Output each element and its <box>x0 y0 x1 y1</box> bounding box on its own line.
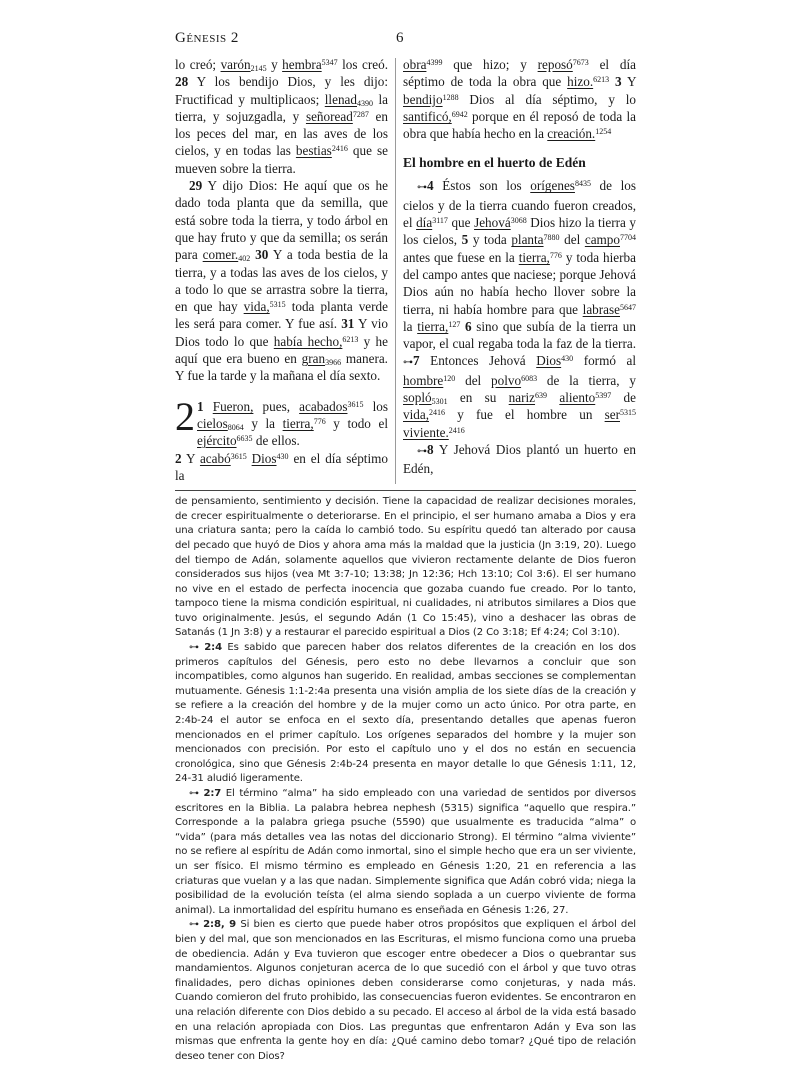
verse-number: 8 <box>427 441 434 457</box>
keyword: campo <box>584 232 620 248</box>
text: Y <box>621 74 637 90</box>
strong-number: 3615 <box>347 399 364 409</box>
text: en los peces del mar, en las aves de los cielos, y en todas las <box>175 108 388 159</box>
strong-number: 402 <box>238 254 251 264</box>
text: de la tierra, y <box>537 372 636 388</box>
spacer <box>175 385 388 398</box>
verse-number: 29 <box>189 178 203 194</box>
verse-paragraph <box>403 441 636 478</box>
text: formó al <box>573 353 636 369</box>
verse-number: 6 <box>464 318 472 334</box>
text: el día séptimo de toda la obra que <box>403 57 636 90</box>
chapter-text <box>197 398 388 450</box>
strong-number: 5397 <box>595 391 612 401</box>
text: y toda <box>468 232 512 248</box>
keyword: polvo <box>491 372 522 388</box>
keyword: hizo. <box>567 74 594 90</box>
key-icon: ⊶ <box>403 357 413 369</box>
strong-number: 127 <box>448 319 461 329</box>
keyword: sopló <box>403 390 432 406</box>
key-icon: ⊶ <box>189 919 199 931</box>
commentary <box>175 495 636 1064</box>
note-text: Es sabido que parecen haber dos relatos diferentes de la creación en los dos primeros capítulos del Génesis, pero esto no debe llevarnos a concluir que son incompatibles, como algunos han sugerido. En realidad, ambas secciones se complementan mutuamente. Génesis 1:1-2:4a presenta una visión amplia de los siete días de la creación y se refiere a la creación del hombre y de la mujer como un acto único. Por otra parte, en 2:4b-24 el autor se enfoca en el sexto día, presentando detalles que apenas fueron mencionados en el primer capítulo. Los orígenes separados del hombre y la mujer son mencionados con precisión. Por esto el capítulo uno y el dos no están en secuencia cronológica, sino que Génesis 2:4b-24 presenta en mayor detalle lo que Génesis 1:11, 12, 24-31 aludió ligeramente. <box>175 642 637 785</box>
verse-paragraph <box>403 177 636 440</box>
key-icon: ⊶ <box>189 788 199 799</box>
text: de <box>611 390 636 406</box>
text: Dios hizo la tierra y los cielos, <box>403 215 636 248</box>
strong-number: 2416 <box>429 408 446 418</box>
verse-number: 4 <box>427 178 434 194</box>
strong-number: 1254 <box>595 127 612 137</box>
text: y fue el hombre un <box>445 407 605 423</box>
text: en el día séptimo la <box>175 450 388 483</box>
strong-number: 6213 <box>342 334 359 344</box>
text: la <box>403 318 418 334</box>
verse-number: 31 <box>341 316 355 332</box>
column-divider <box>395 58 396 484</box>
verse-paragraph <box>403 56 636 142</box>
strong-number: 5301 <box>431 397 448 407</box>
keyword: creación. <box>547 126 596 142</box>
page-body <box>175 30 636 1064</box>
strong-number: 120 <box>443 373 456 383</box>
text: Y Jehová Dios plantó un huerto en Edén, <box>403 441 636 477</box>
key-icon: ⊶ <box>417 182 427 194</box>
strong-number: 5315 <box>620 408 636 418</box>
keyword: día <box>416 215 433 231</box>
strong-number: 4390 <box>357 98 373 108</box>
strong-number: 5315 <box>269 300 286 310</box>
keyword: varón <box>220 57 251 72</box>
note-reference: 2:7 <box>203 788 222 799</box>
text: porque en él reposó de toda la obra que había hecho en la <box>403 108 636 142</box>
keyword: viviente. <box>403 424 449 440</box>
strong-number: 776 <box>313 416 326 426</box>
keyword: Jehová <box>474 215 511 231</box>
keyword: Dios <box>536 353 562 369</box>
strong-number: 7673 <box>572 58 589 67</box>
text: Dios al día séptimo, y lo <box>458 91 636 107</box>
page-header <box>175 30 636 56</box>
text: del <box>455 372 492 388</box>
text: los <box>363 398 389 414</box>
keyword: nariz <box>508 390 536 406</box>
keyword: hembra <box>282 57 322 72</box>
text: de ellos. <box>252 433 300 449</box>
strong-number: 5347 <box>321 58 338 67</box>
strong-number: 6635 <box>236 434 253 444</box>
text: la tierra, y sojuzgadla, y <box>175 91 388 124</box>
strong-number: 2416 <box>331 144 348 154</box>
text: y toda hierba del campo antes que naciese; porque Jehová Dios aún no había hecho llover sobre la tierra, ni había hombre para que <box>403 249 636 317</box>
keyword: tierra, <box>518 249 550 265</box>
left-column <box>175 56 388 484</box>
commentary-rule <box>175 490 636 491</box>
commentary-note <box>175 641 636 787</box>
verse-number: 3 <box>615 74 622 90</box>
text: sino que subía de la tierra un vapor, el cual regaba toda la faz de la tierra. <box>403 318 636 352</box>
strong-number: 430 <box>561 354 574 364</box>
strong-number: 7704 <box>620 233 636 243</box>
verse-paragraph <box>175 177 388 385</box>
strong-number: 7287 <box>352 109 369 119</box>
text: los creó. <box>337 57 388 72</box>
text: y todo el <box>325 415 388 431</box>
verse-number: 5 <box>461 232 469 248</box>
commentary-note <box>175 918 636 1064</box>
text: y la <box>243 415 283 431</box>
text: Y dijo Dios: He aquí que os he dado toda planta que da semilla, que está sobre toda la tierra, y todo árbol en que hay fruto y que da semilla; os serán para <box>175 178 388 263</box>
keyword: Fueron, <box>212 398 254 414</box>
strong-number: 5647 <box>620 302 636 312</box>
keyword: ser <box>604 407 620 423</box>
keyword: hombre <box>403 372 444 388</box>
strong-number: 639 <box>535 391 548 401</box>
text: manera. Y fue la tarde y la mañana el día sexto. <box>175 351 388 384</box>
text: y <box>266 57 283 72</box>
strong-number: 776 <box>549 250 562 260</box>
keyword: señoread <box>305 108 353 124</box>
strong-number: 4399 <box>426 58 443 67</box>
commentary-intro: de pensamiento, sentimiento y decisión. Tiene la capacidad de realizar decisiones morales, de crecer espiritualmente o deteriorarse. En el principio, el ser humano amaba a Dios y era una criatura santa; pero la caída lo cambió todo. Su espíritu quedó tan alterado por causa del pecado que huyó de Dios y ahora ama más la maldad que la justicia (Jn 3:19, 20). Luego del tiempo de Adán, solamente aquellos que vivieron rectamente delante de Dios fueron considerados sus hijos (vea Mt 3:7-10; 13:38; Jn 12:36; Hch 13:10; Col 3:6). El ser humano no vive en el estado de perfecta inocencia que gozaba cuando fue creado. Por lo tanto, tampoco tiene la misma condición espiritual, ni cualidades, ni atributos similares a Dios que tuvo originalmente. Jesús, el segundo Adán (1 Co 15:45), vino a deshacer las obras de Satanás (1 Jn 3:8) y a restaurar el parecido espiritual a Dios (2 Co 3:18; Ef 4:24; Col 3:10). <box>175 496 636 639</box>
text: y he aquí que era bueno en <box>175 333 388 367</box>
keyword: aliento <box>559 390 596 406</box>
strong-number: 1288 <box>442 92 459 102</box>
keyword: vida, <box>243 299 270 315</box>
keyword: tierra, <box>417 318 449 334</box>
keyword: Dios <box>251 450 277 466</box>
key-icon: ⊶ <box>417 445 427 457</box>
text: Y los bendijo Dios, y les dijo: Fructificad y multiplicaos; <box>175 74 388 107</box>
note-reference: 2:4 <box>204 642 222 654</box>
verse-paragraph <box>175 450 388 485</box>
strong-number: 3117 <box>432 216 448 226</box>
strong-number: 2416 <box>448 425 465 435</box>
verse-number: 1 <box>197 398 204 414</box>
strong-number: 3615 <box>230 451 247 461</box>
chapter-number: 2 <box>175 393 195 439</box>
text: en su <box>447 390 509 406</box>
keyword: acabados <box>299 398 348 414</box>
key-icon: ⊶ <box>189 642 199 654</box>
note-text: El término “alma” ha sido empleado con una variedad de sentidos por diversos escritores en la Biblia. La palabra hebrea nephesh (5315) significa “aquello que respira.” Corresponde a la palabra griega psuche (5590) que usualmente es traducida “alma” o “vida” (para más detalles vea las notas del diccionario Strong). El término “alma viviente” no se refiere al espíritu de Adán como inmortal, sino el simple hecho que era un ser viviente, un ser físico. El mismo término es empleado en Génesis 1:20, 21 en referencia a las criaturas que vuelan y a las que nadan. Simplemente significa que Adán cobró vida; niega la posibilidad de la evolución teísta (el alma siendo soplada a un cuerpo viviente de forma animal). La inmortalidad del espíritu humano es enseñada en Génesis 1:26, 27. <box>175 788 637 916</box>
verse-number: 30 <box>255 247 269 263</box>
running-head: Génesis 2 <box>175 30 239 46</box>
strong-number: 3068 <box>510 216 527 226</box>
verse-number: 7 <box>413 353 420 369</box>
keyword: vida, <box>403 407 430 423</box>
keyword: bendijo <box>403 91 443 107</box>
text: toda planta verde les será para comer. Y fue así. <box>175 299 389 332</box>
text <box>204 399 213 414</box>
strong-number: 6942 <box>451 109 468 119</box>
keyword: santificó, <box>403 108 452 124</box>
section-heading: El hombre en el huerto de Edén <box>403 155 586 171</box>
text: Éstos son los <box>433 178 531 194</box>
keyword: tierra, <box>282 415 314 431</box>
keyword: gran <box>301 351 326 367</box>
text: que <box>447 215 475 231</box>
strong-number: 430 <box>276 451 289 461</box>
text: que hizo; y <box>442 57 538 72</box>
verse-number: 28 <box>175 74 189 90</box>
strong-number: 7880 <box>543 233 560 243</box>
note-text: Si bien es cierto que puede haber otros propósitos que expliquen el árbol del bien y del mal, que son mencionados en las Escrituras, el mismo funciona como una prueba de obediencia. Adán y Eva tuvieron que escoger entre obedecer a Dios o quebrantar sus mandamientos. Algunos conjeturan acerca de lo que sucedió con el árbol y que tuvo otras finalidades, pero dichas opiniones deben considerarse como conjeturas, y nada más. Cuando comieron del fruto prohibido, las consecuencias fueron evidentes. Se encontraron en una relación diferente con Dios debido a su pecado. El acceso al árbol de la vida está basado en una relación apropiada con Dios. Las preguntas que enfrentaron Adán y Eva son las mismas que enfrenta la gente hoy en día: ¿Qué camino debo tomar? ¿Qué tipo de relación deseo tener con Dios? <box>175 919 636 1062</box>
keyword: bestias <box>295 143 332 159</box>
keyword: labrase <box>582 301 620 317</box>
chapter-start <box>175 393 389 450</box>
strong-number: 3966 <box>325 358 342 368</box>
keyword: acabó <box>199 450 231 466</box>
text <box>547 390 559 405</box>
note-reference: 2:8, 9 <box>203 919 237 931</box>
strong-number: 8435 <box>574 179 591 189</box>
strong-number: 6083 <box>521 373 538 383</box>
keyword: había hecho, <box>273 333 343 349</box>
keyword: reposó <box>537 57 573 72</box>
text: del <box>559 232 585 248</box>
keyword: llenad <box>324 91 357 107</box>
verse-number: 2 <box>175 450 182 466</box>
keyword: obra <box>403 57 427 72</box>
page-number: 6 <box>396 30 404 46</box>
keyword: cielos <box>197 415 228 431</box>
text: Entonces Jehová <box>419 353 537 369</box>
strong-number: 2145 <box>250 64 267 73</box>
text: antes que fuese en la <box>403 249 519 265</box>
right-column <box>403 56 636 484</box>
keyword: planta <box>511 232 544 248</box>
strong-number: 6213 <box>593 75 610 85</box>
text: lo creó; <box>175 57 221 72</box>
keyword: ejército <box>197 433 237 449</box>
text: Y a toda bestia de la tierra, y a todas las aves de los cielos, y a todo lo que se arrastra sobre la tierra, en que hay <box>175 247 388 315</box>
verse-paragraph <box>175 56 388 177</box>
text: pues, <box>253 398 300 414</box>
strong-number: 8064 <box>227 422 244 432</box>
keyword: orígenes <box>530 178 575 194</box>
commentary-note <box>175 787 636 918</box>
keyword: comer. <box>202 247 239 263</box>
text: Y vio Dios todo lo que <box>175 316 388 349</box>
text: que se mueven sobre la tierra. <box>175 143 388 176</box>
scripture-columns <box>175 56 636 484</box>
text: de los cielos y de la tierra cuando fueron creados, el <box>403 178 636 231</box>
text: Y <box>181 450 200 466</box>
